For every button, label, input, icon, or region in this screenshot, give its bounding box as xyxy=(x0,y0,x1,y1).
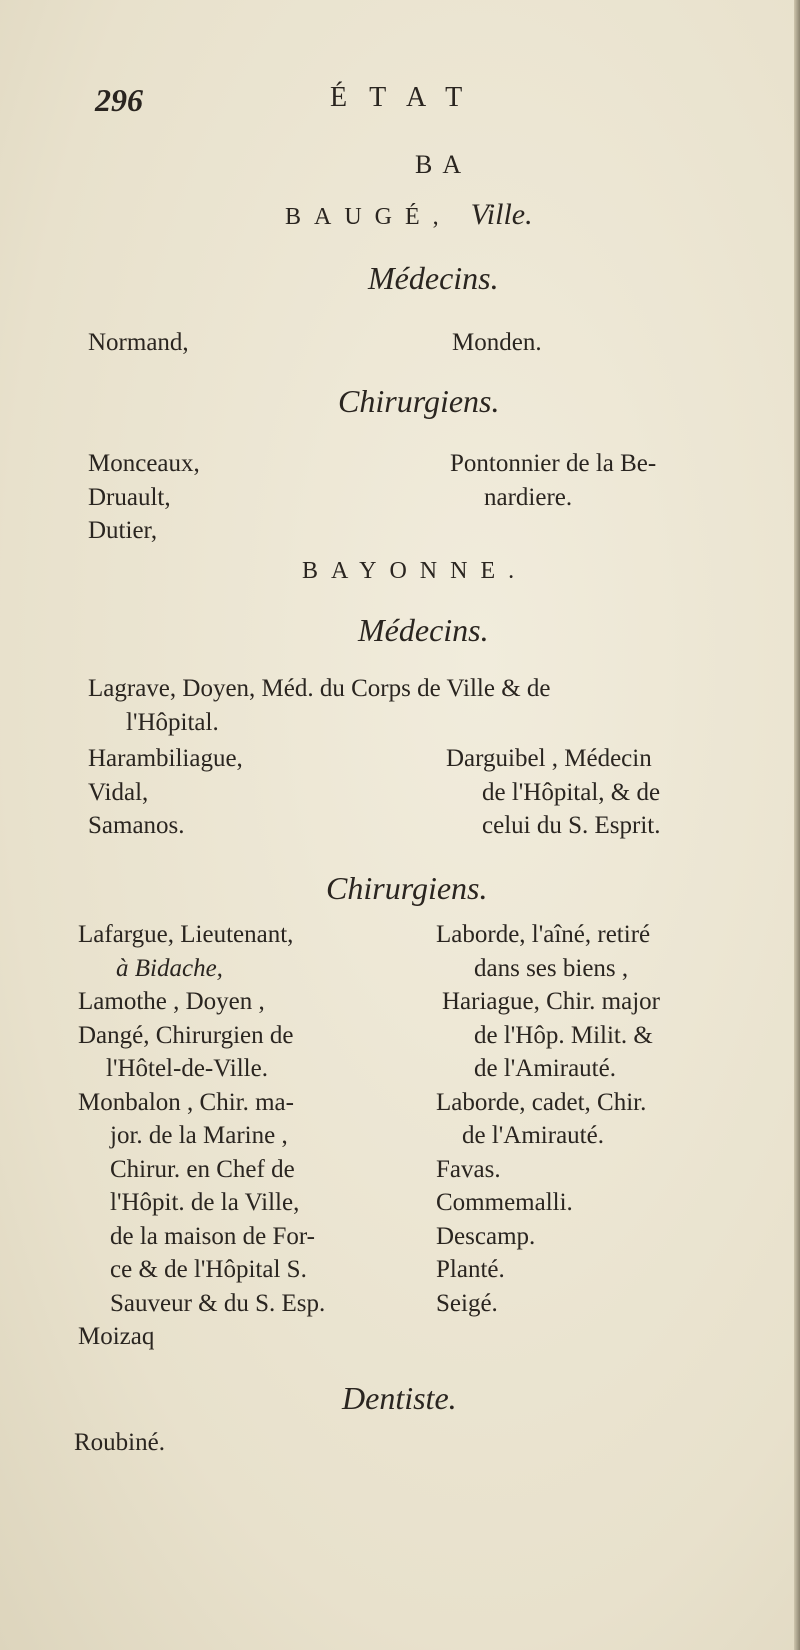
name-column-left xyxy=(88,742,243,843)
list-item: Descamp. xyxy=(436,1222,536,1250)
list-item: Laborde, l'aîné, retiré xyxy=(436,921,651,948)
city-suffix: Ville. xyxy=(470,198,533,231)
city-heading-bayonne: BAYONNE. xyxy=(302,558,528,584)
category-heading: Médecins. xyxy=(368,260,499,296)
list-item: de la maison de For- xyxy=(110,1222,316,1250)
list-item: Favas. xyxy=(436,1155,501,1183)
page-spine-edge xyxy=(794,0,800,1650)
list-item: de l'Hôpital, & de xyxy=(482,778,661,806)
list-item: Roubiné. xyxy=(74,1429,165,1456)
name-column-right xyxy=(436,918,660,1320)
list-item: de l'Hôp. Milit. & xyxy=(474,1021,653,1049)
list-item: Monbalon , Chir. ma- xyxy=(78,1088,294,1116)
list-item: Harambiliague, xyxy=(88,745,243,772)
list-item: Pontonnier de la Be- xyxy=(450,450,657,477)
list-item: Darguibel , Médecin xyxy=(446,745,652,772)
name-column-left xyxy=(78,918,325,1354)
name-column-right xyxy=(446,742,660,843)
list-item: l'Hôpit. de la Ville, xyxy=(110,1189,300,1216)
category-heading: Dentiste. xyxy=(342,1380,457,1416)
list-item: l'Hôpital. xyxy=(126,708,219,736)
list-item: nardiere. xyxy=(484,483,573,511)
list-item: Planté. xyxy=(436,1256,505,1283)
full-width-entry xyxy=(88,672,551,739)
list-item: Lagrave, Doyen, Méd. du Corps de Ville & de xyxy=(88,675,551,702)
list-item: Vidal, xyxy=(88,778,149,806)
list-item: Seigé. xyxy=(436,1289,498,1317)
list-item: ce & de l'Hôpital S. xyxy=(110,1256,307,1283)
list-item: Moizaq xyxy=(78,1323,155,1350)
name-column-right xyxy=(450,447,656,514)
list-item: jor. de la Marine , xyxy=(110,1122,288,1149)
running-title: ÉTAT xyxy=(330,82,485,113)
list-item: Druault, xyxy=(88,483,171,511)
list-item: Commemalli. xyxy=(436,1189,573,1216)
list-item: dans ses biens , xyxy=(474,954,629,982)
list-item: Monceaux, xyxy=(88,450,200,477)
list-item: Monden. xyxy=(452,329,542,356)
list-item: Chirur. en Chef de xyxy=(110,1155,295,1183)
city-name: BAUGÉ xyxy=(285,204,433,230)
list-item: Dutier, xyxy=(88,517,158,544)
list-item: de l'Amirauté. xyxy=(474,1055,616,1082)
list-item: de l'Amirauté. xyxy=(462,1122,604,1149)
page-number: 296 xyxy=(95,82,143,118)
category-heading: Chirurgiens. xyxy=(326,870,488,906)
list-item: Samanos. xyxy=(88,812,185,839)
list-item: Normand, xyxy=(88,329,189,356)
list-item: Laborde, cadet, Chir. xyxy=(436,1088,647,1116)
category-heading: Chirurgiens. xyxy=(338,383,500,419)
list-item: celui du S. Esprit. xyxy=(482,812,661,839)
list-item: l'Hôtel-de-Ville. xyxy=(106,1055,268,1082)
name-column-left xyxy=(88,447,200,548)
list-item: Lamothe , Doyen , xyxy=(78,988,265,1015)
list-item: Lafargue, Lieutenant, xyxy=(78,921,294,948)
list-item: Hariague, Chir. major xyxy=(442,988,660,1015)
list-item: Sauveur & du S. Esp. xyxy=(110,1289,326,1317)
city-heading-bauge: BAUGÉ, Ville. xyxy=(285,198,533,231)
list-item: Dangé, Chirurgien de xyxy=(78,1021,294,1049)
section-letters: BA xyxy=(415,150,472,179)
list-item: à Bidache, xyxy=(116,954,223,982)
category-heading: Médecins. xyxy=(358,612,489,648)
